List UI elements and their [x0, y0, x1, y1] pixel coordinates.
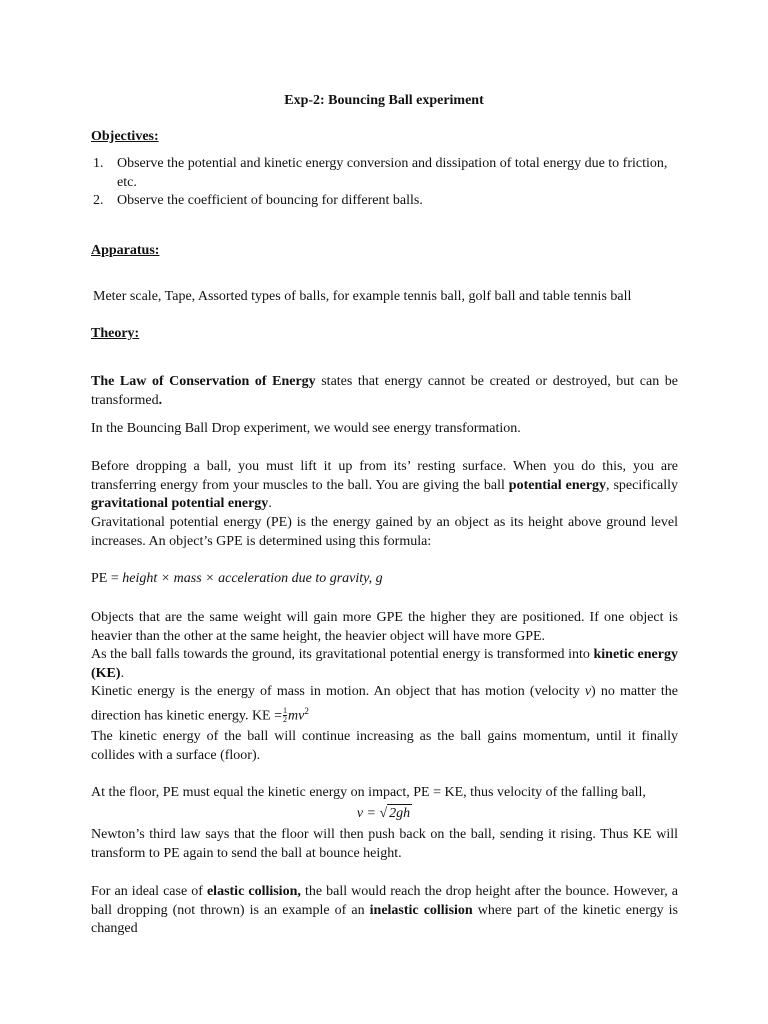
paragraph-transformation: In the Bouncing Ball Drop experiment, we would see energy transformation. — [91, 421, 521, 436]
gpe-formula: PE = height × mass × acceleration due to gravity, g — [91, 571, 383, 586]
ke-fraction: $\frac{1}{2}$ — [283, 706, 288, 725]
page-title: Exp-2: Bouncing Ball experiment — [284, 93, 484, 108]
paragraph-kinetic-definition: Kinetic energy is the energy of mass in motion. An object that has motion (velocity v) no matter the direction has kinetic energy. KE = $\frac{1}{2}$ $mv^2$ — [91, 684, 679, 725]
paragraph-impact: At the floor, PE must equal the kinetic energy on impact, PE = KE, thus velocity of the falling ball, — [91, 785, 646, 800]
paragraph-newton: Newton’s third law says that the floor will then push back on the ball, sending it rising. Thus KE will transform to PE again to send the ball at bounce height. — [91, 827, 678, 861]
apparatus-text: Meter scale, Tape, Assorted types of balls, for example tennis ball, golf ball and table tennis ball — [93, 289, 632, 304]
velocity-equation: v = √ 2gh — [91, 804, 678, 824]
apparatus-heading: Apparatus: — [91, 243, 160, 258]
paragraph-collision: For an ideal case of elastic collision, the ball would reach the drop height after the bounce. However, a ball dropping (not thrown) is an example of an inelastic collision where part of the kinetic energy is changed — [91, 884, 679, 936]
paragraph-weight-height: Objects that are the same weight will gain more GPE the higher they are positioned. If one object is heavier than the other at the same height, the heavier object will have more GPE. — [91, 610, 678, 644]
list-item: 1. Observe the potential and kinetic energy conversion and dissipation of total energy due to friction, etc. — [93, 156, 668, 190]
paragraph-momentum: The kinetic energy of the ball will continue increasing as the ball gains momentum, until it finally collides with a surface (floor). — [91, 729, 678, 763]
paragraph-conservation: The Law of Conservation of Energy states that energy cannot be created or destroyed, but can be transformed. — [91, 374, 678, 408]
paragraph-potential-energy: Before dropping a ball, you must lift it up from its’ resting surface. When you do this, you are transferring energy from your muscles to the ball. You are giving the ball potential energy, specifically gravitational potential energy. — [91, 459, 678, 511]
objectives-list — [91, 155, 678, 211]
list-item: 2. Observe the coefficient of bouncing for different balls. — [93, 193, 423, 208]
theory-heading: Theory: — [91, 326, 140, 341]
paragraph-gpe-definition: Gravitational potential energy (PE) is the energy gained by an object as its height above ground level increases. An object’s GPE is determined using this formula: — [91, 515, 678, 549]
paragraph-kinetic-transform: As the ball falls towards the ground, its gravitational potential energy is transformed into kinetic energy (KE). — [91, 647, 678, 681]
objectives-heading: Objectives: — [91, 129, 159, 144]
